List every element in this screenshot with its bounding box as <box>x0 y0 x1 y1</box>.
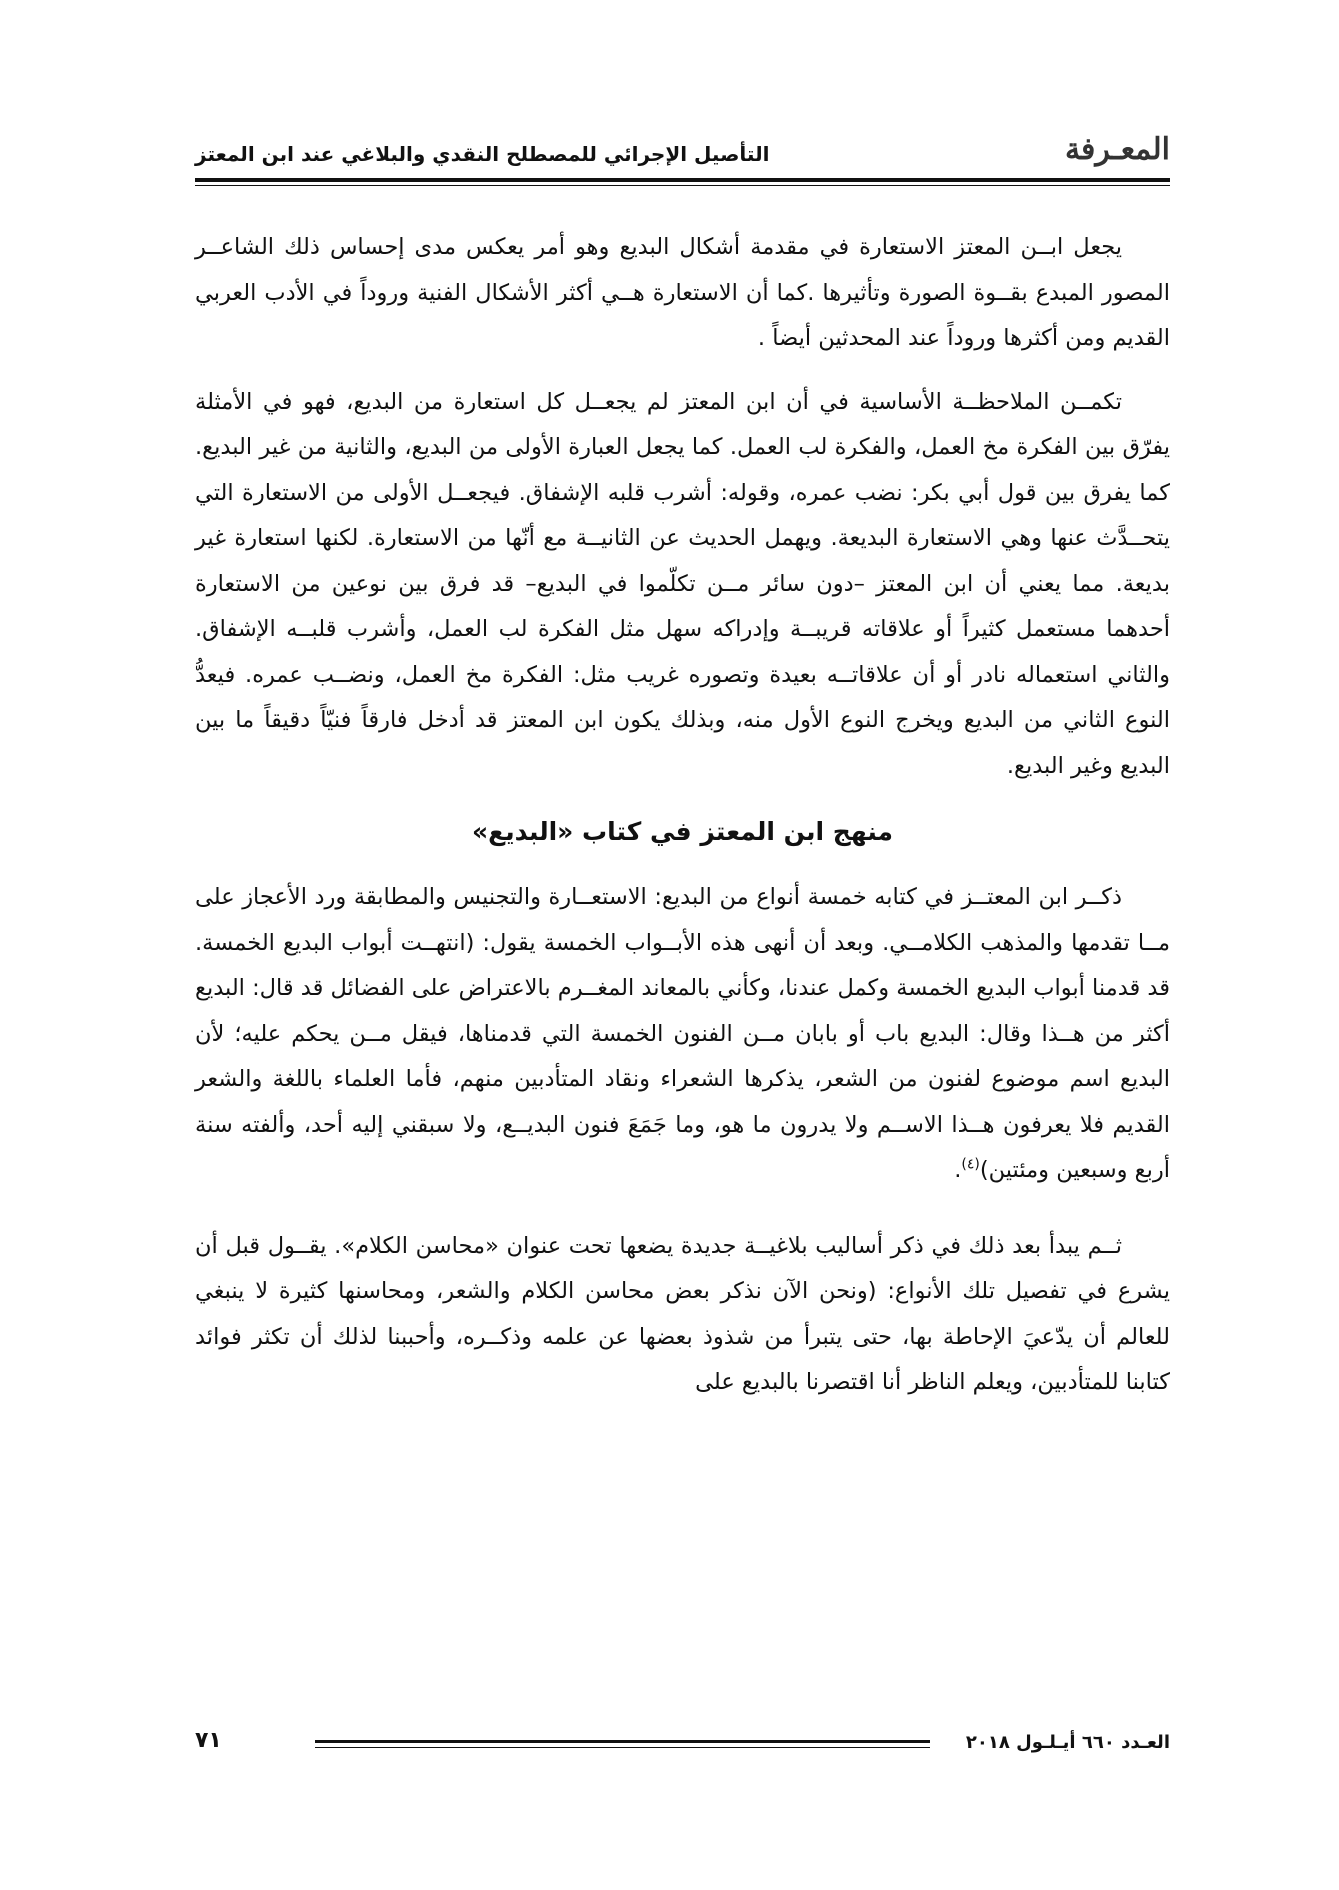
page-number: ٧١ <box>195 1728 222 1753</box>
paragraph-3-end: . <box>954 1157 962 1183</box>
running-title: التأصيل الإجرائي للمصطلح النقدي والبلاغي عند ابن المعتز <box>195 142 770 166</box>
header-rule-thick <box>195 178 1170 182</box>
paragraph-1: يجعل ابــن المعتز الاستعارة في مقدمة أشكال البديع وهو أمر يعكس مدى إحساس ذلك الشاعــر المصور المبدع بقــوة الصورة وتأثيرها .كما أن الاستعارة هــي أكثر الأشكال الفنية وروداً في الأدب العربي القديم ومن أكثرها وروداً عند المحدثين أيضاً . <box>195 234 1170 351</box>
paragraph-3 <box>195 875 1170 1194</box>
page-header <box>195 118 1170 178</box>
footer-rule-thick <box>315 1740 930 1743</box>
paragraph-4: ثــم يبدأ بعد ذلك في ذكر أساليب بلاغيــة جديدة يضعها تحت عنوان «محاسن الكلام». يقــول قبل أن يشرع في تفصيل تلك الأنواع: (ونحن الآن نذكر بعض محاسن الكلام والشعر، ومحاسنها كثيرة لا ينبغي للعالم أن يدّعيَ الإحاطة بها، حتى يتبرأ من شذوذ بعضها عن علمه وذكــره، وأحببنا لذلك أن تكثر فوائد كتابنا للمتأدبين، ويعلم الناظر أنا اقتصرنا بالبديع على <box>195 1232 1170 1395</box>
issue-label: العـدد ٦٦٠ أيـلـول ٢٠١٨ <box>965 1732 1170 1753</box>
footer-rule-thin <box>315 1747 930 1748</box>
journal-logo: المعـرفة <box>1064 132 1170 167</box>
section-heading: منهج ابن المعتز في كتاب «البديع» <box>471 817 894 846</box>
footnote-reference[interactable]: (٤) <box>961 1156 980 1173</box>
paragraph-3-text: ذكــر ابن المعتــز في كتابه خمسة أنواع من البديع: الاستعــارة والتجنيس والمطابقة ورد الأعجاز على مــا تقدمها والمذهب الكلامــي. وبعد أن أنهى هذه الأبــواب الخمسة يقول: (انتهــت أبواب البديع الخمسة. قد قدمنا أبواب البديع الخمسة وكمل عندنا، وكأني بالمعاند المغــرم بالاعتراض على الفضائل قد قال: البديع أكثر من هــذا وقال: البديع باب أو بابان مــن الفنون الخمسة التي قدمناها، فيقل مــن يحكم عليه؛ لأن البديع اسم موضوع لفنون من الشعر، يذكرها الشعراء ونقاد المتأدبين منهم، فأما العلماء باللغة والشعر القديم فلا يعرفون هــذا الاســم ولا يدرون ما هو، وما جَمَعَ فنون البديــع، ولا سبقني إليه أحد، وألفته سنة أربع وسبعين ومئتين) <box>194 884 1170 1183</box>
article-body <box>195 225 1170 1424</box>
page-footer <box>195 1728 1170 1768</box>
paragraph-2: تكمــن الملاحظــة الأساسية في أن ابن المعتز لم يجعــل كل استعارة من البديع، فهو في الأمثلة يفرّق بين الفكرة مخ العمل، والفكرة لب العمل. كما يجعل العبارة الأولى من البديع، والثانية من غير البديع. كما يفرق بين قول أبي بكر: نضب عمره، وقوله: أشرب قلبه الإشفاق. فيجعــل الأولى من الاستعارة التي يتحــدَّث عنها وهي الاستعارة البديعة. ويهمل الحديث عن الثانيــة مع أنّها من الاستعارة. لكنها استعارة غير بديعة. مما يعني أن ابن المعتز –دون سائر مــن تكلّموا في البديع– قد فرق بين نوعين من الاستعارة أحدهما مستعمل كثيراً أو علاقاته قريبــة وإدراكه سهل مثل الفكرة لب العمل، وأشرب قلبــه الإشفاق. والثاني استعماله نادر أو أن علاقاتــه بعيدة وتصوره غريب مثل: الفكرة مخ العمل، ونضــب عمره. فيعدُّ النوع الثاني من البديع ويخرج النوع الأول منه، وبذلك يكون ابن المعتز قد أدخل فارقاً فنيّاً دقيقاً ما بين البديع وغير البديع. <box>195 388 1170 779</box>
header-rule-thin <box>195 185 1170 186</box>
